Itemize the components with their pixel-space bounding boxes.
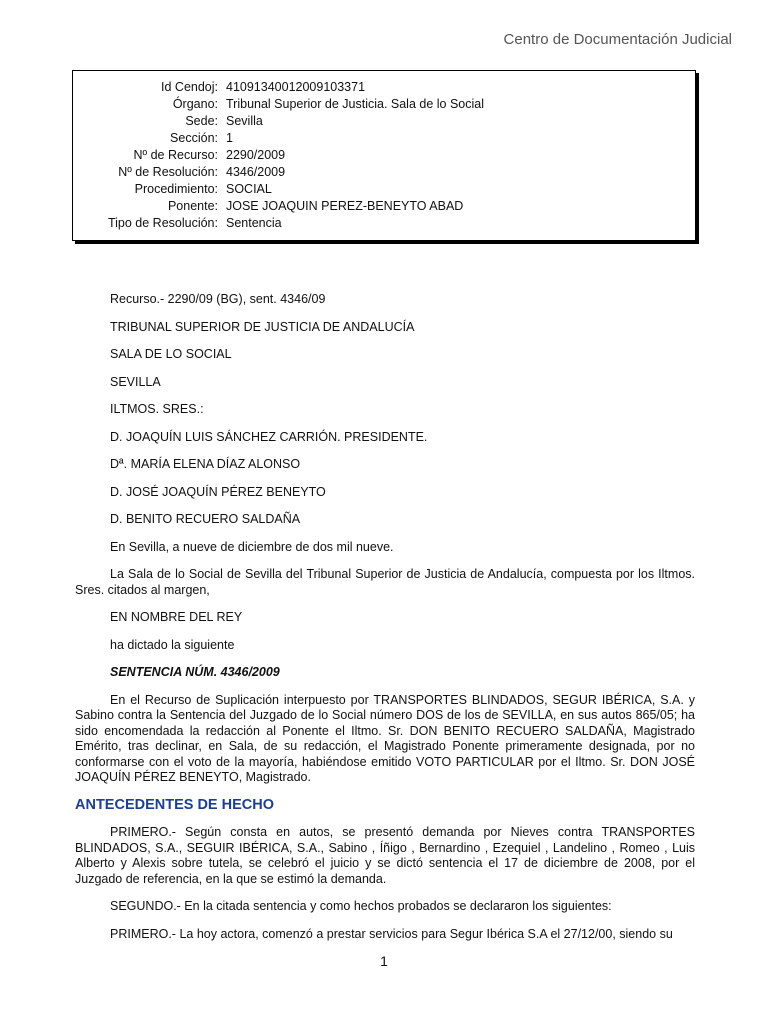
meta-row-tipo-resolucion bbox=[73, 215, 695, 232]
meta-row-sede bbox=[73, 113, 695, 130]
meta-value: 4346/2009 bbox=[226, 165, 286, 179]
meta-value: 41091340012009103371 bbox=[226, 80, 366, 94]
page-header-title: Centro de Documentación Judicial bbox=[503, 31, 732, 48]
section-title-antecedentes: ANTECEDENTES DE HECHO bbox=[75, 796, 274, 813]
meta-value: SOCIAL bbox=[226, 182, 272, 196]
judge-president: D. JOAQUÍN LUIS SÁNCHEZ CARRIÓN. PRESIDENTE. bbox=[110, 429, 428, 444]
meta-value: Sentencia bbox=[226, 216, 282, 230]
chamber-name: SALA DE LO SOCIAL bbox=[110, 347, 232, 361]
meta-key: Nº de Resolución: bbox=[118, 165, 218, 179]
meta-value: Sevilla bbox=[226, 114, 263, 128]
dictated-line: ha dictado la siguiente bbox=[110, 637, 235, 652]
recurso-line: Recurso.- 2290/09 (BG), sent. 4346/09 bbox=[110, 292, 326, 306]
meta-key: Sección: bbox=[170, 131, 218, 145]
meta-row-recurso bbox=[73, 147, 695, 164]
in-the-name-line: EN NOMBRE DEL REY bbox=[110, 610, 243, 624]
meta-key: Nº de Recurso: bbox=[133, 148, 218, 162]
meta-row-resolucion bbox=[73, 164, 695, 181]
court-name: TRIBUNAL SUPERIOR DE JUSTICIA DE ANDALUCÍA bbox=[110, 319, 415, 334]
judge-3: D. JOSÉ JOAQUÍN PÉREZ BENEYTO bbox=[110, 484, 326, 499]
meta-key: Ponente: bbox=[167, 199, 218, 213]
meta-key: Tipo de Resolución: bbox=[107, 216, 218, 230]
segundo-paragraph: SEGUNDO.- En la citada sentencia y como hechos probados se declararon los siguientes: bbox=[110, 899, 612, 913]
meta-row-organo bbox=[73, 96, 695, 113]
meta-value: 1 bbox=[226, 131, 233, 145]
meta-row-procedimiento bbox=[73, 181, 695, 198]
meta-row-seccion bbox=[73, 130, 695, 147]
meta-value: 2290/2009 bbox=[226, 148, 286, 162]
meta-value: JOSE JOAQUIN PEREZ-BENEYTO ABAD bbox=[226, 199, 464, 213]
meta-value: Tribunal Superior de Justicia. Sala de lo Social bbox=[226, 97, 485, 111]
metadata-box bbox=[72, 70, 696, 241]
meta-row-id-cendoj bbox=[73, 79, 695, 96]
page-number: 1 bbox=[380, 953, 388, 969]
meta-key: Sede: bbox=[185, 114, 218, 128]
primero-paragraph: PRIMERO.- Según consta en autos, se presentó demanda por Nieves contra TRANSPORTES BLINDADOS, S.A., SEGUIR IBÉRICA, S.A., Sabino , Íñigo , Bernardino , Ezequiel , Landelino , Romeo , Luis Alberto y Alexis sobre tutela, se celebró el juicio y se dictó sentencia el 17 de diciembre de 2008, por el Juzgado de referencia, en la que se estimó la demanda. bbox=[75, 825, 695, 886]
city-name: SEVILLA bbox=[110, 374, 161, 389]
meta-row-ponente bbox=[73, 198, 695, 215]
meta-key: Órgano: bbox=[172, 97, 218, 111]
judges-heading: ILTMOS. SRES.: bbox=[110, 402, 204, 416]
sentencia-heading: SENTENCIA NÚM. 4346/2009 bbox=[110, 665, 280, 679]
hechos-primero-paragraph: PRIMERO.- La hoy actora, comenzó a prestar servicios para Segur Ibérica S.A el 27/12/00, siendo su bbox=[110, 926, 673, 941]
meta-key: Id Cendoj: bbox=[161, 80, 218, 94]
recurso-paragraph: En el Recurso de Suplicación interpuesto por TRANSPORTES BLINDADOS, SEGUR IBÉRICA, S.A. y Sabino contra la Sentencia del Juzgado de lo Social número DOS de los de SEVILLA, en sus autos 865/05; ha sido encomendada la redacción al Ponente el Iltmo. Sr. DON BENITO RECUERO SALDAÑA, Magistrado Emérito, tras declinar, en Sala, de su redacción, el Magistrado Ponente primeramente designada, por no conformarse con el voto de la mayoría, habiéndose emitido VOTO PARTICULAR por el Iltmo. Sr. DON JOSÉ JOAQUÍN PÉREZ BENEYTO, Magistrado. bbox=[75, 692, 695, 784]
composition-paragraph: La Sala de lo Social de Sevilla del Tribunal Superior de Justicia de Andalucía, compuesta por los Iltmos. Sres. citados al margen, bbox=[75, 567, 695, 597]
document-body bbox=[75, 292, 695, 954]
meta-key: Procedimiento: bbox=[134, 182, 218, 196]
judge-4: D. BENITO RECUERO SALDAÑA bbox=[110, 512, 301, 526]
date-paragraph: En Sevilla, a nueve de diciembre de dos mil nueve. bbox=[110, 539, 394, 554]
judge-2: Dª. MARÍA ELENA DÍAZ ALONSO bbox=[110, 457, 301, 471]
